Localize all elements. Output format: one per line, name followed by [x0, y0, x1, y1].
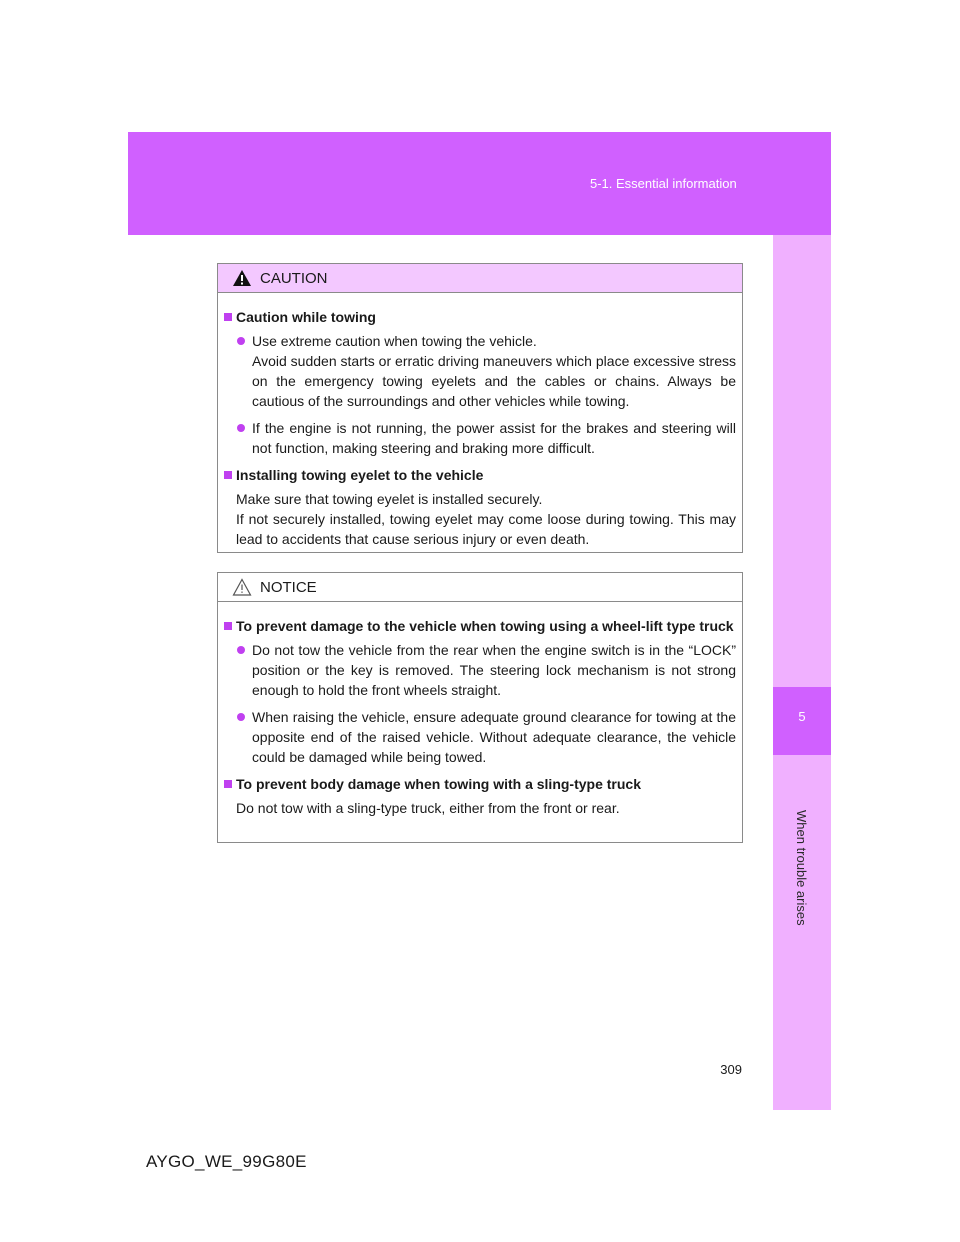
caution-paragraph	[224, 489, 736, 549]
caution-bullet-text: Use extreme caution when towing the vehicle.	[252, 333, 537, 349]
caution-bullet	[224, 331, 736, 411]
caution-title: CAUTION	[260, 269, 328, 287]
notice-body	[218, 602, 742, 818]
caution-bullet: If the engine is not running, the power assist for the brakes and steering will not function, making steering and braking more difficult.	[224, 418, 736, 458]
caution-body	[218, 293, 742, 549]
caution-box	[217, 263, 743, 553]
caution-paragraph-line: Make sure that towing eyelet is installed securely.	[236, 491, 543, 507]
caution-header	[218, 264, 742, 293]
chapter-number-block	[773, 687, 831, 755]
chapter-label: When trouble arises	[794, 810, 809, 926]
notice-paragraph: Do not tow with a sling-type truck, either from the front or rear.	[236, 800, 620, 816]
page-number: 309	[720, 1062, 742, 1077]
notice-section-title: To prevent body damage when towing with a sling-type truck	[224, 774, 736, 794]
caution-section-title: Installing towing eyelet to the vehicle	[224, 465, 736, 485]
chapter-number: 5	[798, 709, 806, 724]
caution-section-title: Caution while towing	[224, 307, 736, 327]
caution-bullet-text-continued: Avoid sudden starts or erratic driving maneuvers which place excessive stress on the emergency towing eyelets and the cables or chains. Always be cautious of the surroundings and other vehicles while towing.	[252, 353, 736, 409]
warning-triangle-outline-icon	[232, 578, 252, 596]
notice-bullet: When raising the vehicle, ensure adequate ground clearance for towing at the opposite end of the raised vehicle. Without adequate clearance, the vehicle could be damaged while being towed.	[224, 707, 736, 767]
document-code: AYGO_WE_99G80E	[146, 1152, 307, 1171]
notice-header	[218, 573, 742, 602]
notice-section-title: To prevent damage to the vehicle when towing using a wheel-lift type truck	[224, 616, 736, 636]
caution-paragraph-line: If not securely installed, towing eyelet may come loose during towing. This may lead to accidents that cause serious injury or even death.	[236, 511, 736, 547]
notice-title: NOTICE	[260, 578, 317, 596]
warning-triangle-filled-icon	[232, 269, 252, 287]
notice-box	[217, 572, 743, 843]
notice-bullet: Do not tow the vehicle from the rear when the engine switch is in the “LOCK” position or the key is removed. The steering lock mechanism is not strong enough to hold the front wheels straight.	[224, 640, 736, 700]
section-heading: 5-1. Essential information	[590, 176, 737, 191]
chapter-tab	[773, 235, 831, 1110]
